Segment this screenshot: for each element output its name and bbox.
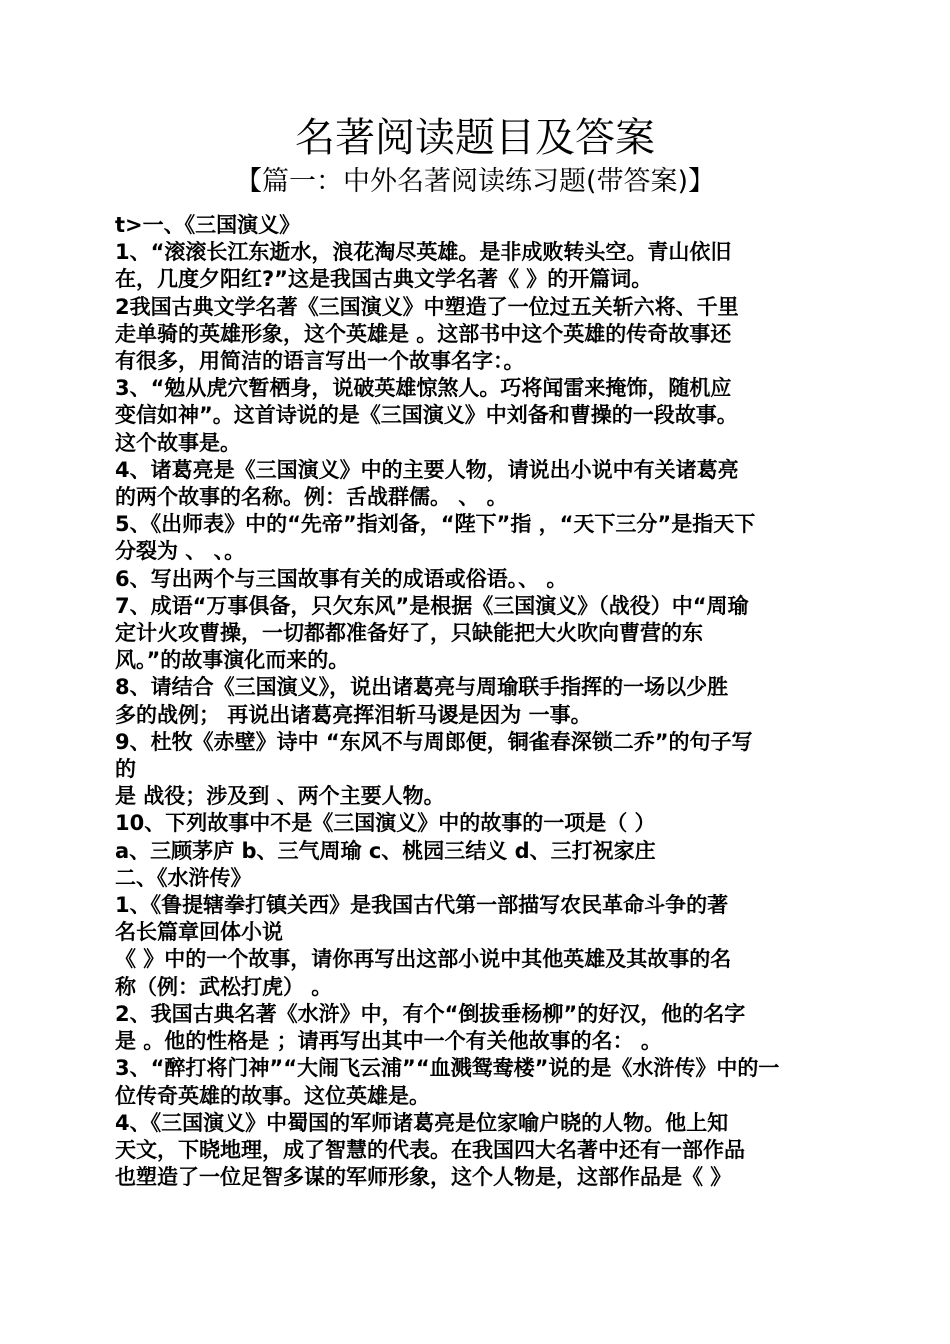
text-line: 也塑造了一位足智多谋的军师形象，这个人物是，这部作品是《 》: [115, 1165, 732, 1190]
document-body: [115, 212, 845, 1191]
text-line: 的两个故事的名称。例：舌战群儒。 、 。: [115, 485, 508, 510]
text-line: 二、《水浒传》: [115, 865, 252, 890]
text-line: 风。”的故事演化而来的。: [115, 648, 350, 673]
text-line: 《 》中的一个故事，请你再写出这部小说中其他英雄及其故事的名: [115, 947, 732, 972]
text-line: 是 战役；涉及到 、两个主要人物。: [115, 784, 445, 809]
text-line: a、三顾茅庐 b、三气周瑜 c、桃园三结义 d、三打祝家庄: [115, 838, 656, 863]
text-line: 4、《三国演义》中蜀国的军师诸葛亮是位家喻户晓的人物。他上知: [115, 1110, 729, 1135]
text-line: 8、请结合《三国演义》，说出诸葛亮与周瑜联手指挥的一场以少胜: [115, 675, 729, 700]
text-line: 7、成语“万事俱备，只欠东风”是根据《三国演义》（战役）中“周瑜: [115, 593, 749, 618]
text-line: 天文，下晓地理，成了智慧的代表。在我国四大名著中还有一部作品: [115, 1137, 745, 1162]
text-line: 有很多，用简洁的语言写出一个故事名字：。: [115, 349, 525, 374]
text-line: 5、《出师表》中的“先帝”指刘备，“陛下”指 ，“天下三分”是指天下: [115, 512, 756, 537]
text-line: 1、“滚滚长江东逝水，浪花淘尽英雄。是非成败转头空。青山依旧: [115, 240, 732, 265]
text-line: 2我国古典文学名著《三国演义》中塑造了一位过五关斩六将、千里: [115, 294, 739, 319]
text-line: 9、杜牧《赤壁》诗中 “东风不与周郎便，铜雀春深锁二乔”的句子写: [115, 729, 753, 754]
text-line: 名长篇章回体小说: [115, 920, 283, 945]
text-line: 是 。他的性格是 ；请再写出其中一个有关他故事的名： 。: [115, 1029, 662, 1054]
text-line: 1、《鲁提辖拳打镇关西》是我国古代第一部描写农民革命斗争的著: [115, 893, 729, 918]
text-line: 分裂为 、 、。: [115, 539, 246, 564]
text-line: 定计火攻曹操，一切都都准备好了，只缺能把大火吹向曹营的东: [115, 621, 703, 646]
text-line: 4、诸葛亮是《三国演义》中的主要人物，请说出小说中有关诸葛亮: [115, 457, 739, 482]
document-title: 名著阅读题目及答案: [295, 115, 655, 161]
text-line: 位传奇英雄的故事。这位英雄是。: [115, 1083, 430, 1108]
text-line: 6、写出两个与三国故事有关的成语或俗语。、 。: [115, 566, 568, 591]
text-line: 变信如神”。这首诗说的是《三国演义》中刘备和曹操的一段故事。: [115, 403, 738, 428]
text-line: 10、下列故事中不是《三国演义》中的故事的一项是（ ）: [115, 811, 656, 836]
text-line: 在，几度夕阳红?”这是我国古典文学名著《 》的开篇词。: [115, 267, 653, 292]
text-line: 称（例：武松打虎） 。: [115, 974, 333, 999]
text-line: 的: [115, 757, 136, 782]
text-line: 3、“勉从虎穴暂栖身，说破英雄惊煞人。巧将闻雷来掩饰，随机应: [115, 376, 732, 401]
text-line: 这个故事是。: [115, 430, 241, 455]
text-line: 2、我国古典名著《水浒》中，有个“倒拔垂杨柳”的好汉，他的名字: [115, 1001, 746, 1026]
text-line: 多的战例； 再说出诸葛亮挥泪斩马谡是因为 一事。: [115, 702, 592, 727]
text-line: 走单骑的英雄形象，这个英雄是 。这部书中这个英雄的传奇故事还: [115, 321, 732, 346]
document-subtitle: 【篇一：中外名著阅读练习题(带答案)】: [234, 166, 716, 197]
text-line: t>一、《三国演义》: [115, 213, 301, 237]
text-line: 3、“醉打将门神”“大闹飞云浦”“血溅鸳鸯楼”说的是《水浒传》中的一: [115, 1056, 780, 1081]
